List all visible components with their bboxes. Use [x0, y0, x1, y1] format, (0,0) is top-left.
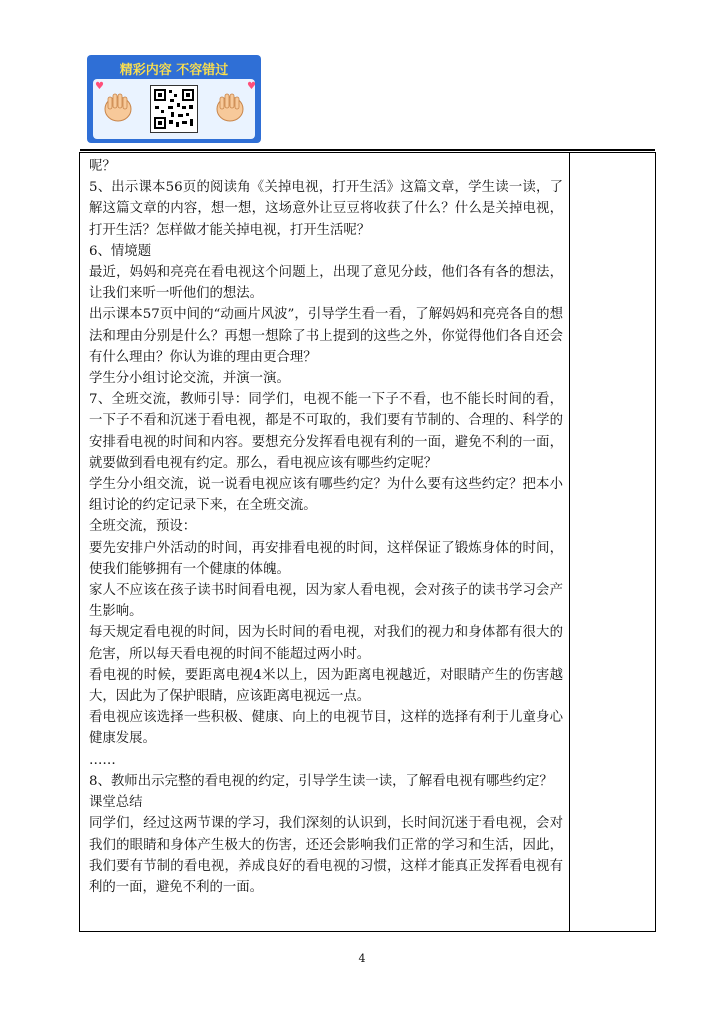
lesson-content	[89, 156, 563, 898]
paragraph: 6、情境题	[89, 243, 152, 259]
banner-title: 精彩内容 不容错过	[119, 63, 229, 78]
clapping-hands-icon	[101, 91, 135, 125]
column-divider	[569, 153, 570, 931]
paragraph: 课堂总结	[89, 795, 143, 811]
promo-banner[interactable]	[87, 55, 261, 143]
lesson-table	[79, 152, 656, 932]
paragraph: ……	[89, 752, 116, 768]
paragraph: 最近，妈妈和亮亮在看电视这个问题上，出现了意见分歧，他们各有各的想法，让我们来听一听他们的想法。	[89, 265, 563, 302]
paragraph: 全班交流，预设：	[89, 519, 197, 535]
clapping-hands-icon	[213, 91, 247, 125]
paragraph: 要先安排户外活动的时间，再安排看电视的时间，这样保证了锻炼身体的时间，使我们能够拥有一个健康的体魄。	[89, 540, 563, 577]
paragraph: 家人不应该在孩子读书时间看电视，因为家人看电视，会对孩子的读书学习会产生影响。	[89, 583, 563, 620]
paragraph: 出示课本57页中间的“动画片风波”，引导学生看一看，了解妈妈和亮亮各自的想法和理由分别是什么？再想一想除了书上提到的这些之外，你觉得他们各自还会有什么理由？你认为谁的理由更合理？	[89, 307, 563, 365]
paragraph: 学生分小组交流，说一说看电视应该有哪些约定？为什么要有这些约定？把本小组讨论的约定记录下来，在全班交流。	[89, 477, 563, 514]
paragraph: 同学们，经过这两节课的学习，我们深刻的认识到，长时间沉迷于看电视，会对我们的眼睛和身体产生极大的伤害，还还会影响我们正常的学习和生活，因此，我们要有节制的看电视，养成良好的看电视的习惯，这样才能真正发挥看电视有利的一面，避免不利的一面。	[89, 816, 563, 895]
qr-code-icon[interactable]	[150, 85, 198, 133]
paragraph: 呢？	[89, 159, 116, 174]
paragraph: 5、出示课本56页的阅读角《关掉电视，打开生活》这篇文章，学生读一读，了解这篇文章的内容，想一想，这场意外让豆豆将收获了什么？什么是关掉电视，打开生活？怎样做才能关掉电视，打开生活呢？	[89, 180, 563, 238]
paragraph: 每天规定看电视的时间，因为长时间的看电视，对我们的视力和身体都有很大的危害，所以每天看电视的时间不能超过两小时。	[89, 625, 563, 662]
paragraph: 看电视的时候，要距离电视4米以上，因为距离电视越近，对眼睛产生的伤害越大，因此为了保护眼睛，应该距离电视远一点。	[89, 667, 563, 705]
paragraph: 8、教师出示完整的看电视的约定，引导学生读一读，了解看电视有哪些约定？	[89, 773, 553, 789]
heart-icon: ♥	[247, 81, 256, 92]
table-top-rule	[80, 149, 655, 151]
paragraph: 学生分小组讨论交流，并演一演。	[89, 371, 290, 387]
page-number: 4	[358, 952, 366, 965]
paragraph: 7、全班交流，教师引导：同学们，电视不能一下子不看，也不能长时间的看，一下子不看和沉迷于看电视，都是不可取的，我们要有节制的、合理的、科学的安排看电视的时间和内容。要想充分发挥看电视有利的一面，避免不利的一面，就要做到看电视有约定。那么，看电视应该有哪些约定呢？	[89, 392, 563, 471]
paragraph: 看电视应该选择一些积极、健康、向上的电视节目，这样的选择有利于儿童身心健康发展。	[89, 710, 563, 747]
heart-icon: ♥	[95, 81, 104, 92]
